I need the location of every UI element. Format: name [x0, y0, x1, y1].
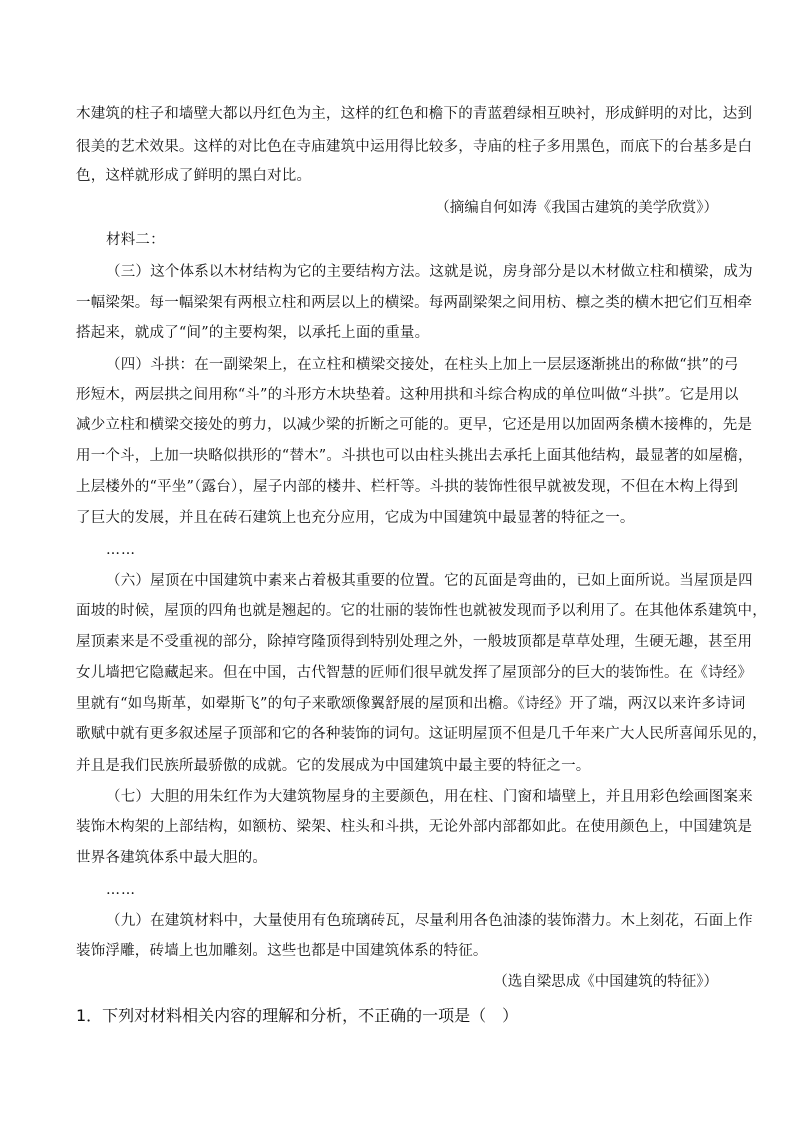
paragraph-line: 用一个斗，上加一块略似拱形的“替木”。斗拱也可以由柱头挑出去承托上面其他结构，最显著的如屋檐，	[76, 448, 753, 464]
source-citation: （摘编自何如涛《我国古建筑的美学欣赏》）	[435, 200, 718, 216]
paragraph-line: 形短木，两层拱之间用称“斗”的斗形方木块垫着。这种用拱和斗综合构成的单位叫做“斗拱”。它是用以	[76, 387, 739, 403]
paragraph-line: 很美的艺术效果。这样的对比色在寺庙建筑中运用得比较多，寺庙的柱子多用黑色，而底下的台基多是白	[76, 139, 753, 155]
paragraph-line: 装饰浮雕，砖墙上也加雕刻。这些也都是中国建筑体系的特征。	[76, 943, 488, 959]
paragraph-line: 里就有“如鸟斯革，如翚斯飞”的句子来歌颂像翼舒展的屋顶和出檐。《诗经》开了端，两汉以来许多诗词	[76, 696, 746, 712]
paragraph-line: 装饰木构架的上部结构，如额枋、梁架、柱头和斗拱，无论外部内部都如此。在使用颜色上，中国建筑是	[76, 819, 753, 835]
question-text: 1．下列对材料相关内容的理解和分析，不正确的一项是（ ）	[76, 1006, 519, 1025]
paragraph-line: （四）斗拱：在一副梁架上，在立柱和横梁交接处，在柱头上加上一层层逐渐挑出的称做“拱”的弓	[106, 357, 739, 373]
paragraph-line: 屋顶素来是不受重视的部分，除掉穹隆顶得到特别处理之外，一般坡顶都是草草处理，生硬无趣，甚至用	[76, 634, 753, 650]
paragraph-line: 上层楼外的“平坐”（露台），屋子内部的楼井、栏杆等。斗拱的装饰性很早就被发现，不但在木构上得到	[76, 479, 739, 495]
ellipsis: ……	[106, 542, 136, 558]
paragraph-line: 歌赋中就有更多叙述屋子顶部和它的各种装饰的词句。这证明屋顶不但是几千年来广大人民所喜闻乐见的，	[76, 726, 767, 742]
ellipsis: ……	[106, 882, 136, 898]
source-citation: （选自梁思成《中国建筑的特征》）	[493, 974, 718, 990]
paragraph-line: （六）屋顶在中国建筑中素来占着极其重要的位置。它的瓦面是弯曲的，已如上面所说。当屋顶是四	[106, 573, 753, 589]
paragraph-line: （九）在建筑材料中，大量使用有色琉璃砖瓦，尽量利用各色油漆的装饰潜力。木上刻花，石面上作	[106, 913, 753, 929]
paragraph-line: 一幅梁架。每一幅梁架有两根立柱和两层以上的横梁。每两副梁架之间用枋、檩之类的横木把它们互相牵	[76, 295, 753, 311]
paragraph-line: 世界各建筑体系中最大胆的。	[76, 850, 268, 866]
paragraph-line: 了巨大的发展，并且在砖石建筑上也充分应用，它成为中国建筑中最显著的特征之一。	[76, 510, 635, 526]
paragraph-line: 面坡的时候，屋顶的四角也就是翘起的。它的壮丽的装饰性也就被发现而予以利用了。在其他体系建筑中，	[76, 603, 767, 619]
paragraph-line: 木建筑的柱子和墙壁大都以丹红色为主，这样的红色和檐下的青蓝碧绿相互映衬，形成鲜明的对比，达到	[76, 106, 753, 122]
paragraph-line: 女儿墙把它隐藏起来。但在中国，古代智慧的匠师们很早就发挥了屋顶部分的巨大的装饰性。在《诗经》	[76, 665, 753, 681]
paragraph-line: 并且是我们民族所最骄傲的成就。它的发展成为中国建筑中最主要的特征之一。	[76, 758, 591, 774]
paragraph-line: 色，这样就形成了鲜明的黑白对比。	[76, 168, 312, 184]
paragraph-line: 减少立柱和横梁交接处的剪力，以减少梁的折断之可能的。更早，它还是用以加固两条横木接榫的，先是	[76, 417, 753, 433]
paragraph-line: 搭起来，就成了“间”的主要构架，以承托上面的重量。	[76, 325, 430, 341]
material-heading: 材料二：	[106, 232, 165, 248]
paragraph-line: （七）大胆的用朱红作为大建筑物屋身的主要颜色，用在柱、门窗和墙壁上，并且用彩色绘画图案来	[106, 789, 753, 805]
paragraph-line: （三）这个体系以木材结构为它的主要结构方法。这就是说，房身部分是以木材做立柱和横梁，成为	[106, 264, 753, 280]
